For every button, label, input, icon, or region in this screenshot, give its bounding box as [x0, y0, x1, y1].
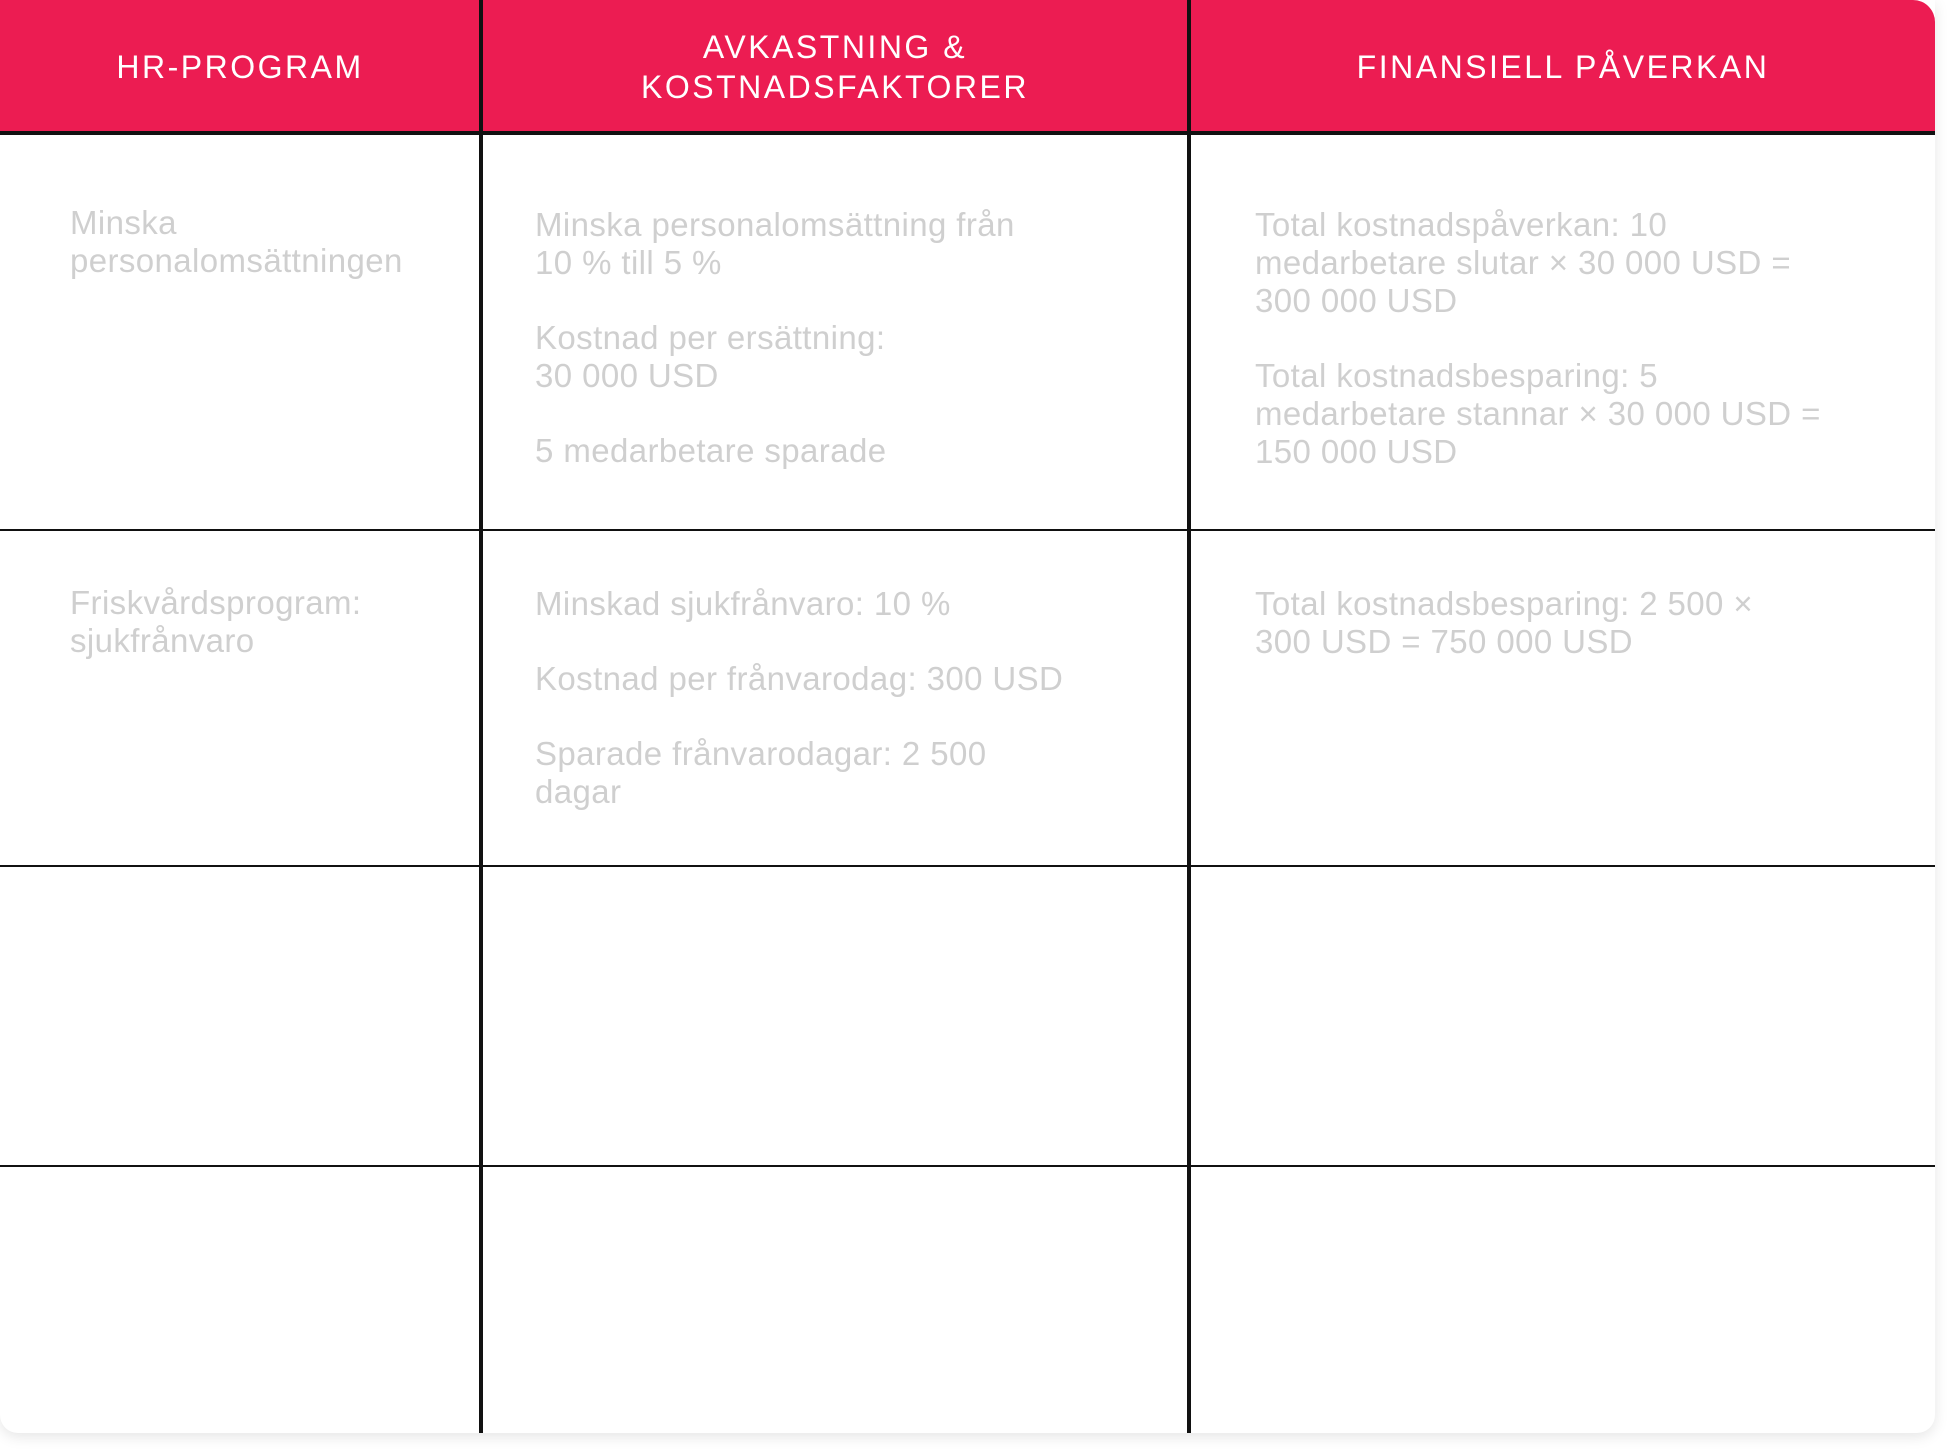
header-financial-impact-label: FINANSIELL PÅVERKAN	[1356, 49, 1770, 85]
table-row-1-program	[70, 204, 470, 280]
row-2-factor-1: Minskad sjukfrånvaro: 10 %	[535, 585, 951, 622]
table-row-4-program	[70, 1200, 470, 1400]
row-1-factor-3: 5 medarbetare sparade	[535, 432, 887, 469]
column-divider-2	[1187, 0, 1191, 1433]
column-divider-1	[479, 0, 483, 1433]
table-row-2-factors	[535, 585, 1175, 811]
header-hr-program	[0, 0, 480, 134]
row-2-impact-1: Total kostnadsbesparing: 2 500 × 300 USD = 750 000 USD	[1255, 585, 1754, 660]
row-2-program-text: Friskvårdsprogram: sjukfrånvaro	[70, 584, 362, 659]
row-1-factor-2: Kostnad per ersättning: 30 000 USD	[535, 319, 886, 394]
table-row-2-program	[70, 584, 470, 660]
table-row-3-factors	[535, 900, 1175, 1140]
table-row-2-impact	[1255, 585, 1925, 661]
row-1-impact-1: Total kostnadspåverkan: 10 medarbetare slutar × 30 000 USD = 300 000 USD	[1255, 206, 1791, 319]
table-row-3-impact	[1255, 900, 1925, 1140]
row-2-factor-3: Sparade frånvarodagar: 2 500 dagar	[535, 735, 987, 810]
row-divider-1	[0, 529, 1935, 531]
table-row-4-impact	[1255, 1200, 1925, 1400]
table-row-4-factors	[535, 1200, 1175, 1400]
header-return-cost-factors	[482, 0, 1188, 134]
row-1-program-text: Minska personalomsättningen	[70, 204, 403, 279]
row-divider-3	[0, 1165, 1935, 1167]
header-hr-program-label: HR-PROGRAM	[116, 49, 364, 85]
table-row-3-program	[70, 900, 470, 1140]
header-financial-impact	[1191, 0, 1935, 134]
table-row-1-factors	[535, 206, 1175, 470]
row-1-factor-1: Minska personalomsättning från 10 % till 5 %	[535, 206, 1015, 281]
row-1-impact-2: Total kostnadsbesparing: 5 medarbetare stannar × 30 000 USD = 150 000 USD	[1255, 357, 1821, 470]
row-divider-2	[0, 865, 1935, 867]
table-row-1-impact	[1255, 206, 1925, 471]
header-return-cost-factors-label: AVKASTNING & KOSTNADSFAKTORER	[641, 29, 1029, 105]
row-2-factor-2: Kostnad per frånvarodag: 300 USD	[535, 660, 1064, 697]
header-divider	[0, 131, 1935, 135]
